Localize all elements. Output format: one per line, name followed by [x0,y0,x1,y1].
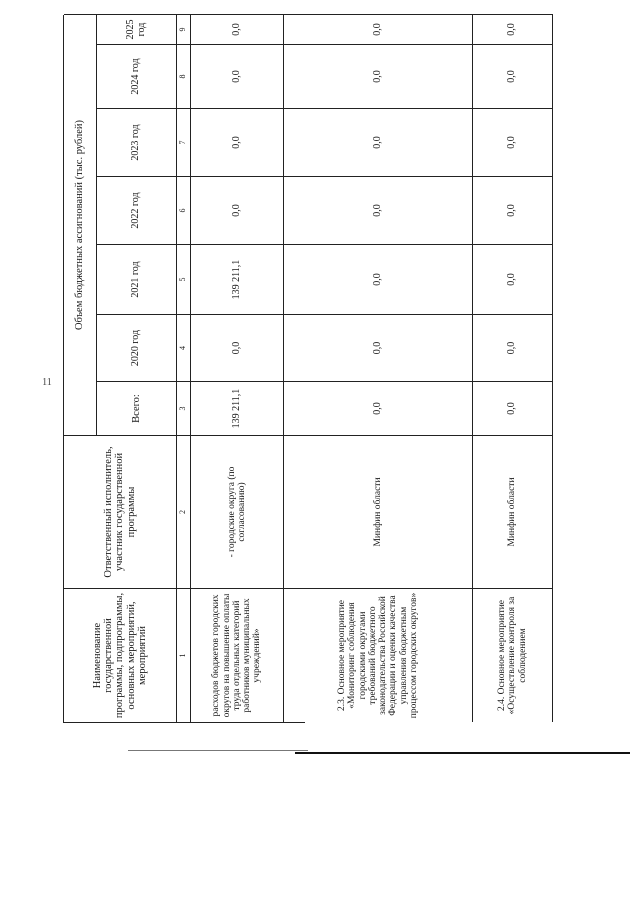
column-number: 5 [177,244,191,314]
header-name: Наименование государственной программы, подпрограммы, основных мероприятий, мероприятий [64,588,177,722]
row-value-2020: 0,0 [473,314,553,381]
row-value-2023: 0,0 [191,108,284,176]
column-number: 7 [177,108,191,176]
row-value-2025: 0,0 [191,14,284,44]
rotated-table-container [63,15,528,723]
row-value-total: 0,0 [284,381,473,435]
header-budget-group: Объем бюджетных ассигнований (тыс. рублей) [64,14,97,435]
row-name: 2.3. Основное мероприятие «Мониторинг соблюдения городскими округами требований бюджетного законодательства Российской Федерации и оценки качества управления бюджетным процессом городских округов» [284,588,473,722]
column-number: 3 [177,381,191,435]
divider-line [128,750,308,751]
row-value-2023: 0,0 [284,108,473,176]
row-value-total: 139 211,1 [191,381,284,435]
column-number: 6 [177,176,191,244]
column-number: 2 [177,435,191,588]
row-name: расходов бюджетов городских округов на повышение оплаты труда отдельных категорий работников муниципальных учреждений» [191,588,284,722]
row-name: 2.4. Основное мероприятие «Осуществление контроля за соблюдением [473,588,553,722]
header-year-2021: 2021 год [97,244,177,314]
header-year-2025: 2025 год [97,14,177,44]
row-value-2021: 139 211,1 [191,244,284,314]
header-responsible: Ответственный исполнитель, участник государственной программы [64,435,177,588]
row-value-2023: 0,0 [473,108,553,176]
column-number: 9 [177,14,191,44]
row-value-2024: 0,0 [191,44,284,108]
column-number: 4 [177,314,191,381]
header-year-2023: 2023 год [97,108,177,176]
budget-table [63,15,528,723]
row-value-2022: 0,0 [191,176,284,244]
footnote-rule [295,752,630,754]
page-number: 11 [42,377,52,388]
row-value-2025: 0,0 [473,14,553,44]
row-value-total: 0,0 [473,381,553,435]
row-responsible: Минфин области [473,435,553,588]
header-year-2020: 2020 год [97,314,177,381]
row-responsible: Минфин области [284,435,473,588]
header-total: Всего: [97,381,177,435]
header-year-2022: 2022 год [97,176,177,244]
row-value-2022: 0,0 [473,176,553,244]
row-value-2021: 0,0 [473,244,553,314]
row-value-2024: 0,0 [473,44,553,108]
row-value-2021: 0,0 [284,244,473,314]
column-number: 8 [177,44,191,108]
header-year-2024: 2024 год [97,44,177,108]
row-value-2024: 0,0 [284,44,473,108]
column-number: 1 [177,588,191,722]
row-value-2022: 0,0 [284,176,473,244]
row-value-2020: 0,0 [284,314,473,381]
row-value-2020: 0,0 [191,314,284,381]
row-value-2025: 0,0 [284,14,473,44]
row-responsible: - городские округа (по согласованию) [191,435,284,588]
